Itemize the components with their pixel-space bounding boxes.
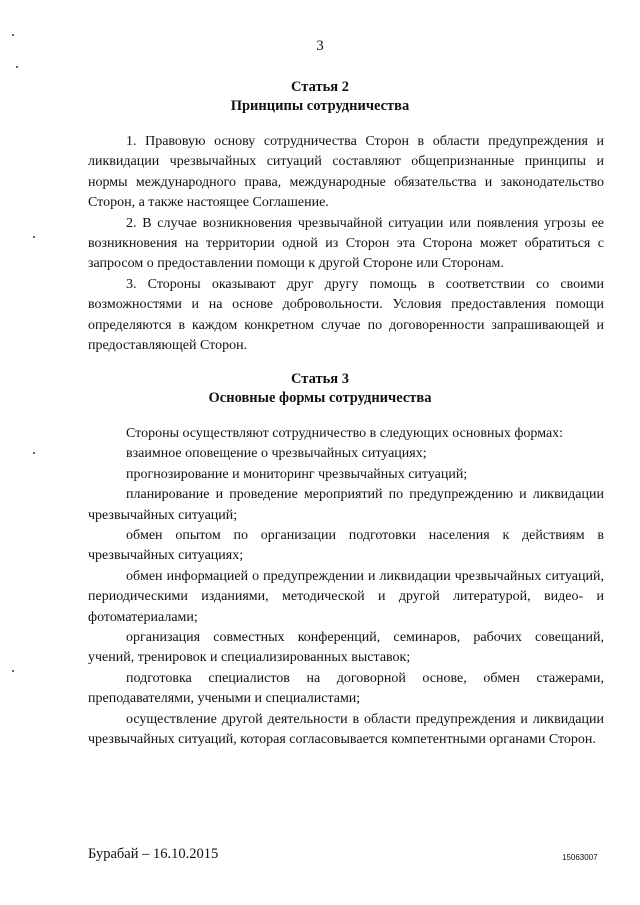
article2-body: [88, 132, 604, 356]
article2-subtitle: Принципы сотрудничества: [230, 98, 410, 114]
article3-item: планирование и проведение мероприятий по предупреждению и ликвидации чрезвычайных ситуаций;: [88, 487, 604, 523]
scan-speck: [33, 452, 35, 454]
article3-item: подготовка специалистов на договорной основе, обмен стажерами, преподавателями, учеными и специалистами;: [88, 670, 604, 707]
article2-paragraph-3: 3. Стороны оказывают друг другу помощь в соответствии со своими возможностями и на основе добровольности. Условия предоставления помощи определяются в каждом конкретном случае по договоренности запрашивающей и предоставляющей Сторон.: [88, 276, 604, 354]
article3-item: осуществление другой деятельности в области предупреждения и ликвидации чрезвычайных ситуаций, которая согласовывается компетентными органами Сторон.: [88, 711, 604, 748]
article3-item: взаимное оповещение о чрезвычайных ситуациях;: [126, 446, 427, 462]
scan-speck: [12, 34, 14, 36]
article3-title: Статья 3: [291, 371, 349, 387]
article2-title: Статья 2: [291, 79, 349, 95]
scan-speck: [12, 670, 14, 672]
article3-body: [88, 424, 604, 751]
article3-item: прогнозирование и мониторинг чрезвычайных ситуаций;: [126, 466, 468, 482]
page-number: 3: [316, 38, 324, 54]
footer-place-date: Бурабай – 16.10.2015: [88, 846, 219, 862]
article3-item: организация совместных конференций, семинаров, рабочих совещаний, учений, тренировок и специализированных выставок;: [88, 630, 604, 666]
article3-item: обмен опытом по организации подготовки населения к действиям в чрезвычайных ситуациях;: [88, 528, 604, 564]
scan-speck: [16, 66, 18, 68]
article3-subtitle: Основные формы сотрудничества: [208, 390, 432, 406]
article3-item: обмен информацией о предупреждении и ликвидации чрезвычайных ситуаций, периодическими изданиями, методической и другой литературой, видео- и фотоматериалами;: [88, 568, 604, 625]
article3-intro: Стороны осуществляют сотрудничество в следующих основных формах:: [126, 426, 564, 441]
article2-paragraph-2: 2. В случае возникновения чрезвычайной ситуации или появления угрозы ее возникновения на территории одной из Сторон эта Сторона может обратиться с запросом о предоставлении помощи к другой Стороне или Сторонам.: [88, 215, 604, 272]
article2-paragraph-1: 1. Правовую основу сотрудничества Сторон в области предупреждения и ликвидации чрезвычайных ситуаций составляют общепризнанные принципы и нормы международного права, международные обязательства и законодательство Сторон, а также настоящее Соглашение.: [88, 134, 604, 211]
scan-speck: [33, 236, 35, 238]
footer-doc-code: 15063007: [562, 853, 598, 862]
